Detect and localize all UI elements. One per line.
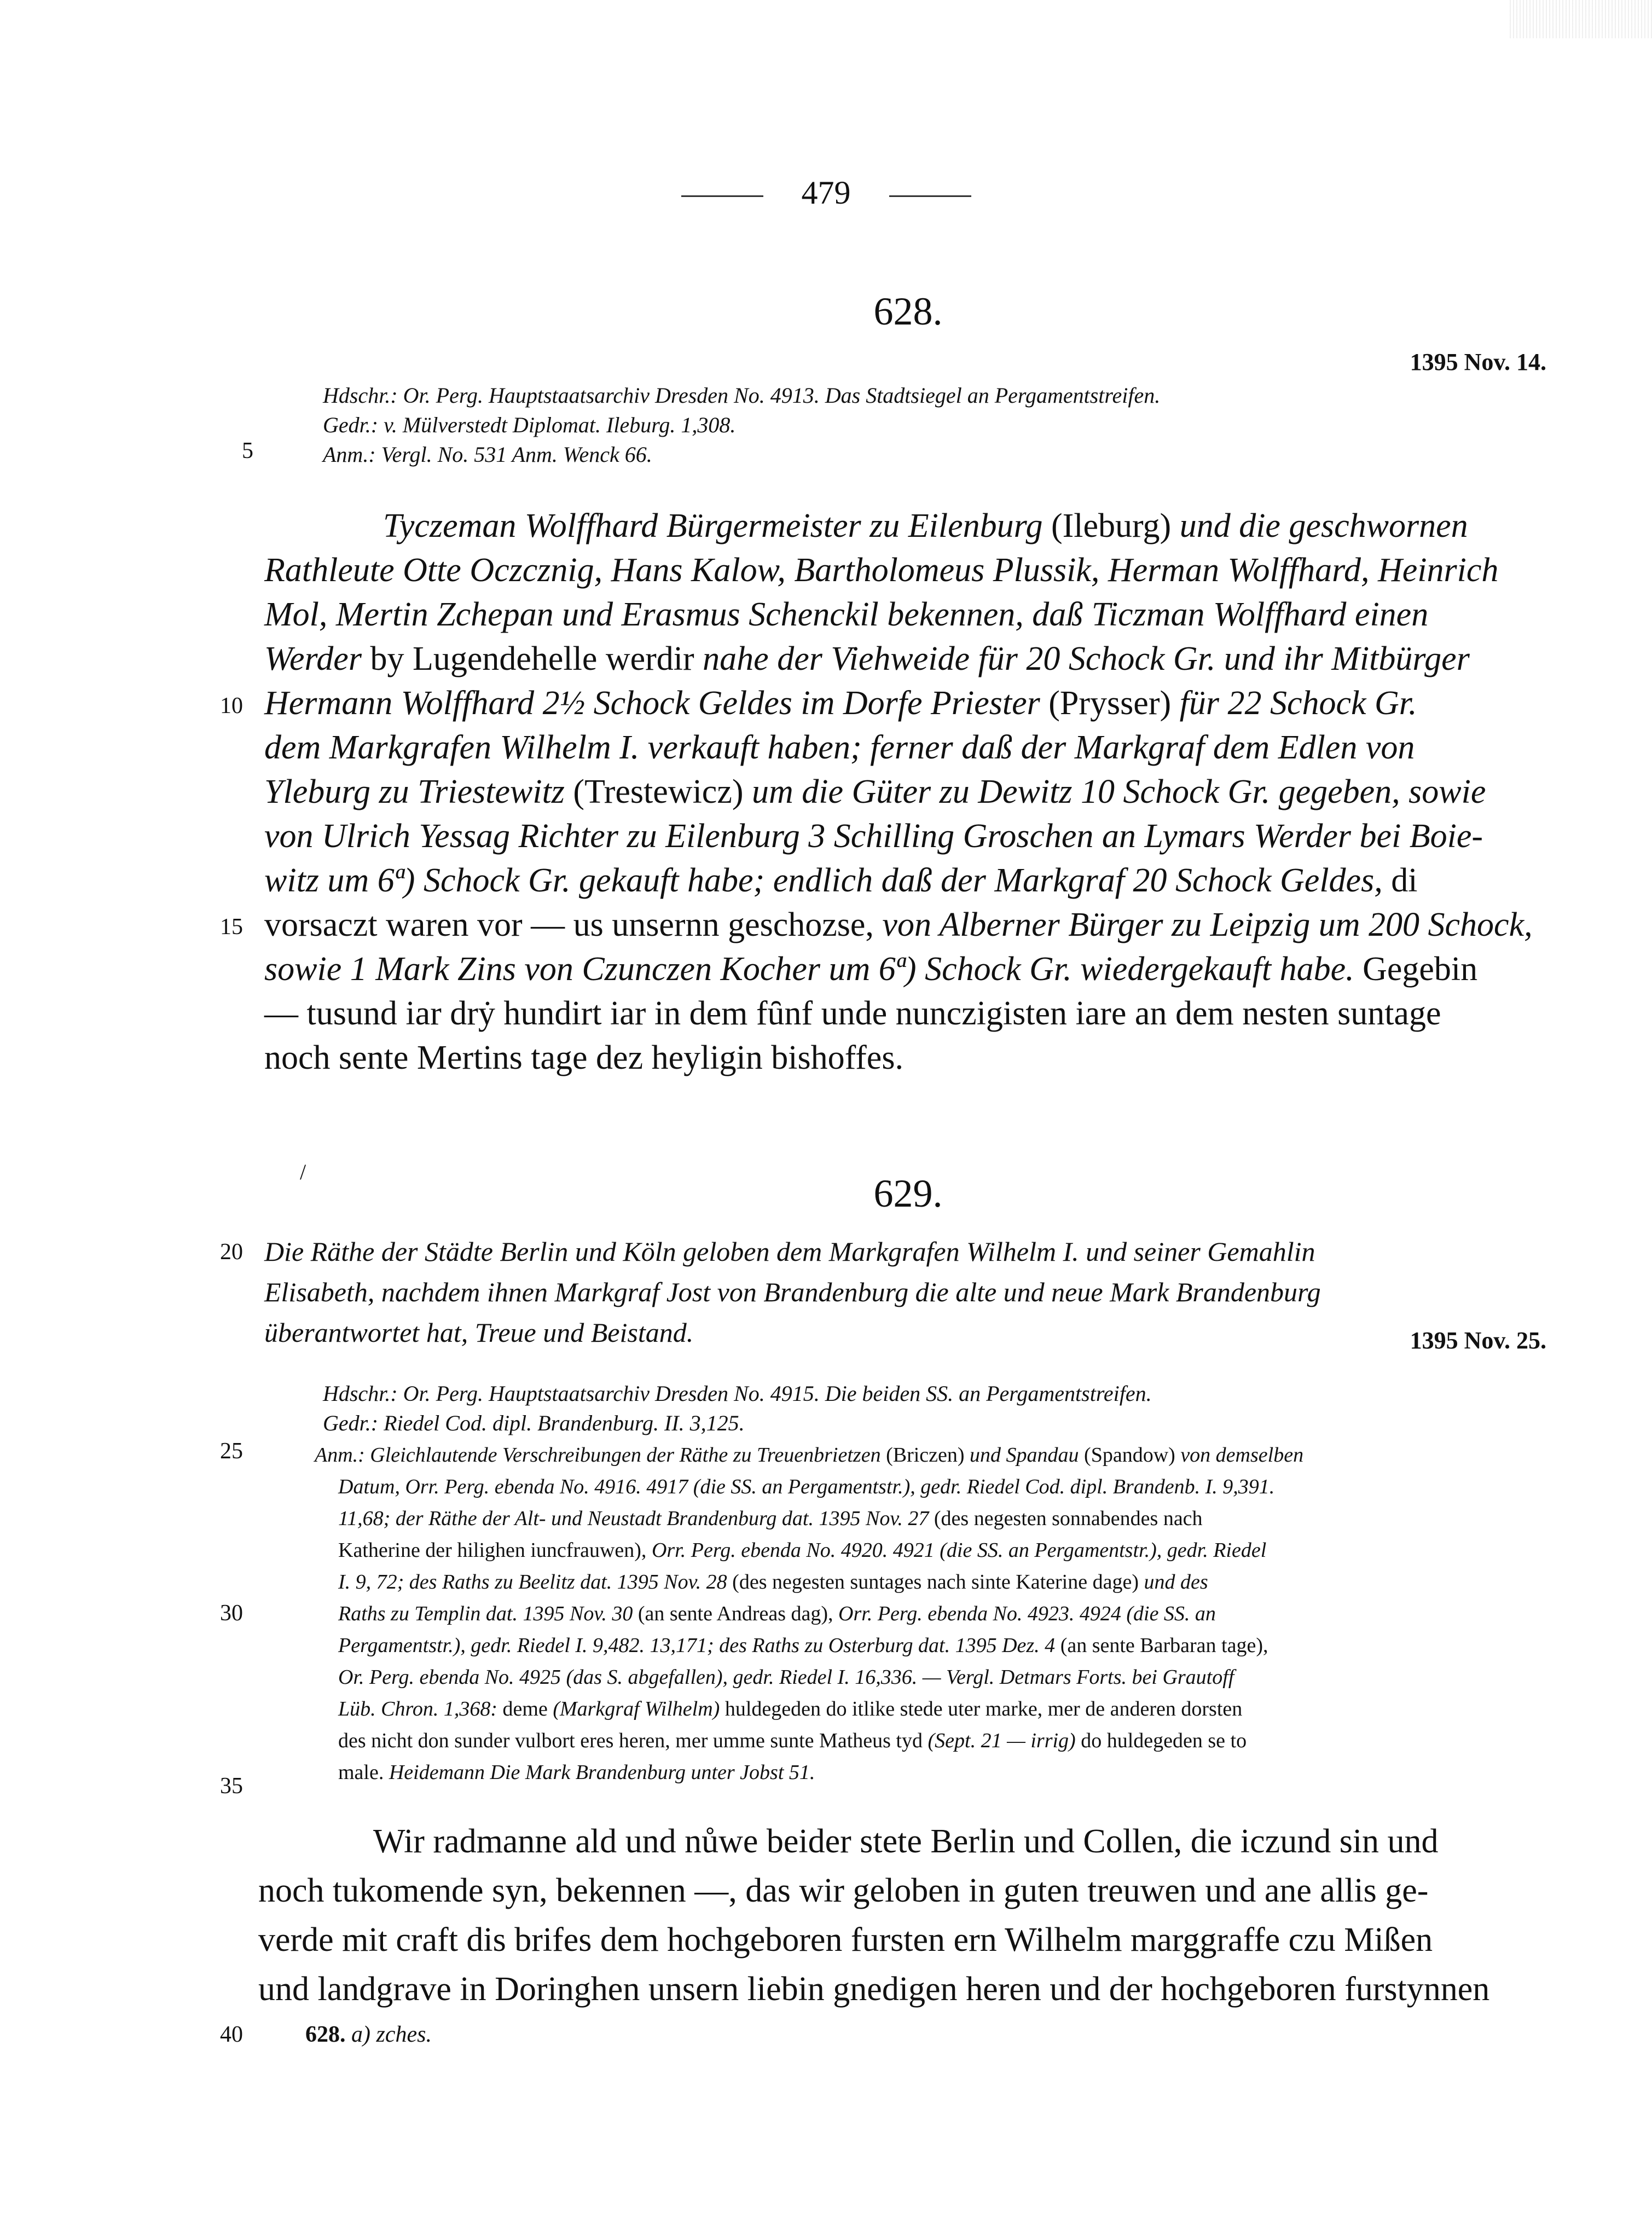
text-segment: Datum, Orr. Perg. ebenda No. 4916. 4917 (die SS. an Pergamentstr.), gedr. Riedel Cod. dipl. Brandenb. I. 9,391.: [338, 1475, 1275, 1498]
text-segment: und die geschwornen: [1179, 507, 1468, 544]
page-number: 479: [801, 175, 851, 211]
document-text-line: noch tukomende syn, bekennen —, das wir geloben in guten treuwen und ane allis ge-: [258, 1872, 1429, 1909]
text-segment: Anm.: Gleichlautende Verschreibungen der Räthe zu Treuenbrietzen: [315, 1444, 881, 1467]
text-segment: (des negesten suntages nach sinte Katerine dage): [727, 1571, 1144, 1594]
document-number-629: 629.: [873, 1172, 943, 1215]
text-segment: Pergamentstr.), gedr. Riedel I. 9,482. 13,171; des Raths zu Osterburg dat. 1395 Dez. 4: [338, 1634, 1056, 1657]
document-text-line: [264, 950, 1477, 989]
footnote-ref: 628.: [305, 2022, 346, 2047]
annotation-line: [338, 1758, 815, 1788]
text-segment: 11,68; der Räthe der Alt- und Neustadt Brandenburg dat. 1395 Nov. 27: [338, 1507, 929, 1530]
header-rule-right: [889, 195, 971, 197]
text-segment: (Sept. 21 — irrig): [928, 1729, 1076, 1752]
text-segment: Katherine der hilighen iuncfrauwen),: [338, 1539, 652, 1562]
document-text-line: [264, 684, 1417, 723]
text-segment: witz um 6ª) Schock Gr. gekauft habe; endlich daß der Markgraf 20 Schock Geldes,: [264, 862, 1383, 899]
source-note: Hdschr.: Or. Perg. Hauptstaatsarchiv Dresden No. 4913. Das Stadtsiegel an Pergamentstreifen.: [323, 383, 1161, 408]
line-number: 35: [220, 1774, 243, 1799]
text-segment: I. 9, 72; des Raths zu Beelitz dat. 1395 Nov. 28: [338, 1571, 727, 1594]
page-header: [0, 174, 1652, 212]
line-number: 10: [220, 693, 243, 719]
text-segment: Yleburg zu Triestewitz: [264, 773, 565, 810]
text-segment: (Briczen): [880, 1444, 970, 1467]
text-segment: für 22 Schock Gr.: [1179, 685, 1417, 722]
text-segment: noch sente Mertins tage dez heyligin bishoffes.: [264, 1039, 903, 1076]
text-segment: (an sente Andreas dag),: [633, 1602, 839, 1625]
line-number: 30: [220, 1601, 243, 1626]
annotation-line: [338, 1504, 1203, 1534]
footnote-text: a) zches.: [345, 2022, 432, 2047]
scan-artifact: [1510, 0, 1652, 38]
text-segment: und Spandau: [970, 1444, 1079, 1467]
text-segment: und des: [1144, 1571, 1208, 1594]
line-number: 15: [220, 914, 243, 940]
annotation-line: [338, 1631, 1268, 1661]
annotation-line: [338, 1694, 1242, 1724]
document-text-line: und landgrave in Doringhen unsern liebin gnedigen heren und der hochgeboren furstynnen: [258, 1971, 1490, 2008]
document-text-line: verde mit craft dis brifes dem hochgeboren fursten ern Wilhelm marggraffe czu Mißen: [258, 1921, 1433, 1959]
text-segment: des nicht don sunder vulbort eres heren, mer umme sunte Matheus tyd: [338, 1729, 928, 1752]
header-rule-left: [681, 195, 763, 197]
annotation-line: [338, 1567, 1208, 1597]
document-text-line: Wir radmanne ald und nůwe beider stete Berlin und Collen, die iczund sin und: [373, 1823, 1439, 1860]
text-segment: um die Güter zu Dewitz 10 Schock Gr. gegeben, sowie: [751, 773, 1486, 810]
document-text-line: [264, 906, 1533, 945]
text-segment: di: [1382, 862, 1418, 899]
text-segment: von Ulrich Yessag Richter zu Eilenburg 3 Schilling Groschen an Lymars Werder bei Boie-: [264, 818, 1483, 855]
source-note: Anm.: Vergl. No. 531 Anm. Wenck 66.: [323, 442, 652, 467]
text-segment: vorsaczt waren vor — us unsernn geschozse,: [264, 906, 883, 943]
line-number: 5: [242, 438, 253, 463]
text-segment: do huldegeden se to: [1075, 1729, 1247, 1752]
text-segment: huldegeden do itlike stede uter marke, mer de anderen dorsten: [720, 1697, 1243, 1720]
text-segment: (Prysser): [1040, 685, 1180, 722]
text-segment: Orr. Perg. ebenda No. 4923. 4924 (die SS. an: [838, 1602, 1216, 1625]
text-segment: Hermann Wolffhard 2½ Schock Geldes im Dorfe Priester: [264, 685, 1040, 722]
document-date-629: 1395 Nov. 25.: [1410, 1327, 1546, 1354]
text-segment: deme: [497, 1697, 553, 1720]
text-segment: Heidemann Die Mark Brandenburg unter Jobst 51.: [389, 1761, 815, 1784]
document-text-line: [383, 507, 1468, 546]
text-segment: (Ileburg): [1042, 507, 1180, 544]
text-segment: Gegebin: [1354, 951, 1478, 988]
document-text-line: [264, 728, 1415, 767]
line-number: 25: [220, 1439, 243, 1464]
document-text-line: [264, 817, 1483, 856]
text-segment: von demselben: [1180, 1444, 1304, 1467]
document-text-line: [264, 640, 1470, 679]
document-number-628: 628.: [873, 289, 943, 333]
text-segment: Werder: [264, 640, 362, 677]
annotation-line: [338, 1726, 1247, 1756]
text-segment: Lüb. Chron. 1,368:: [338, 1697, 498, 1720]
text-segment: (an sente Barbaran tage),: [1055, 1634, 1268, 1657]
text-segment: Raths zu Templin dat. 1395 Nov. 30: [338, 1602, 633, 1625]
stray-mark: /: [300, 1160, 306, 1184]
line-number: 40: [220, 2022, 243, 2047]
annotation-line: [338, 1599, 1216, 1629]
annotation-line: [338, 1662, 1234, 1693]
document-date-628: 1395 Nov. 14.: [1410, 349, 1546, 375]
text-segment: by Lugendehelle werdir: [361, 640, 703, 677]
annotation-line: [338, 1536, 1266, 1566]
document-text-line: [264, 551, 1498, 590]
source-note: Gedr.: Riedel Cod. dipl. Brandenburg. II. 3,125.: [323, 1411, 745, 1435]
footnote: [305, 2021, 432, 2048]
document-text-line: [264, 773, 1486, 812]
text-segment: Tyczeman Wolffhard Bürgermeister zu Eilenburg: [383, 507, 1043, 544]
text-segment: (Spandow): [1079, 1444, 1181, 1467]
document-summary-line: überantwortet hat, Treue und Beistand.: [264, 1317, 694, 1348]
text-segment: Orr. Perg. ebenda No. 4920. 4921 (die SS. an Pergamentstr.), gedr. Riedel: [651, 1539, 1267, 1562]
line-number: 20: [220, 1239, 243, 1265]
annotation-line: [338, 1472, 1274, 1502]
document-text-line: [264, 1039, 903, 1077]
text-segment: (Trestewicz): [564, 773, 752, 810]
text-segment: von Alberner Bürger zu Leipzig um 200 Schock,: [882, 906, 1533, 943]
text-segment: sowie 1 Mark Zins von Czunczen Kocher um 6ª) Schock Gr. wiedergekauft habe.: [264, 951, 1354, 988]
text-segment: (des negesten sonnabendes nach: [929, 1507, 1203, 1530]
annotation-line: [315, 1440, 1303, 1470]
document-text-line: [264, 595, 1428, 634]
text-segment: — tusund iar drẏ hundirt iar in dem fȗnf unde nunczigisten iare an dem nesten suntage: [264, 995, 1441, 1032]
document-text-line: [264, 994, 1441, 1033]
document-text-line: [264, 861, 1417, 900]
source-note: Hdschr.: Or. Perg. Hauptstaatsarchiv Dresden No. 4915. Die beiden SS. an Pergamentstreifen.: [323, 1381, 1152, 1406]
text-segment: Mol, Mertin Zchepan und Erasmus Schenckil bekennen, daß Ticzman Wolffhard einen: [264, 596, 1429, 633]
document-summary-line: Elisabeth, nachdem ihnen Markgraf Jost von Brandenburg die alte und neue Mark Brandenburg: [264, 1277, 1321, 1307]
text-segment: (Markgraf Wilhelm): [553, 1697, 720, 1720]
source-note: Gedr.: v. Mülverstedt Diplomat. Ileburg. 1,308.: [323, 413, 736, 437]
text-segment: Or. Perg. ebenda No. 4925 (das S. abgefallen), gedr. Riedel I. 16,336. — Vergl. Detmars Forts. bei Grautoff: [338, 1666, 1234, 1689]
text-segment: Rathleute Otte Oczcznig, Hans Kalow, Bartholomeus Plussik, Herman Wolffhard, Heinrich: [264, 552, 1499, 589]
document-summary-line: Die Räthe der Städte Berlin und Köln geloben dem Markgrafen Wilhelm I. und seiner Gemahlin: [264, 1236, 1315, 1267]
text-segment: nahe der Viehweide für 20 Schock Gr. und ihr Mitbürger: [703, 640, 1470, 677]
text-segment: male.: [338, 1761, 389, 1784]
text-segment: dem Markgrafen Wilhelm I. verkauft haben; ferner daß der Markgraf dem Edlen von: [264, 729, 1415, 766]
